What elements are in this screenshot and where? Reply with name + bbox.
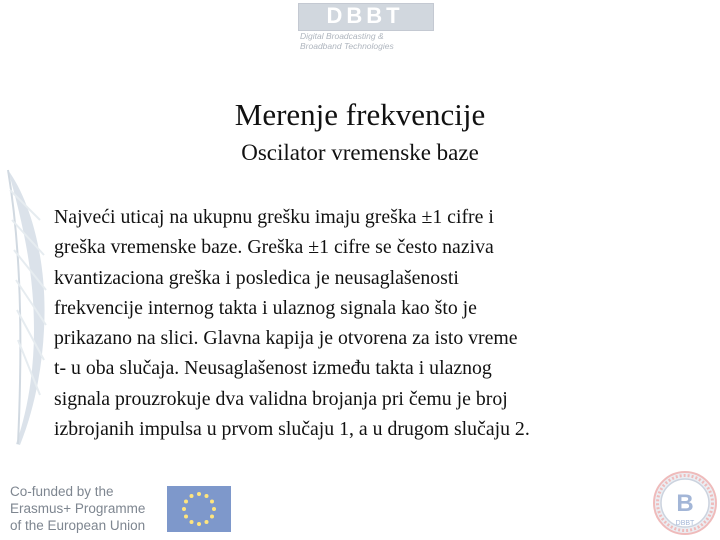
cofund-line: Erasmus+ Programme <box>10 501 146 516</box>
quill-icon <box>0 160 60 450</box>
svg-text:B: B <box>676 490 694 517</box>
dbbt-logo <box>298 3 432 53</box>
slide-subtitle: Oscilator vremenske baze <box>241 140 479 165</box>
body-line: signala prouzrokuje dva validna brojanja pri čemu je broj <box>54 387 508 410</box>
slide-title: Merenje frekvencije <box>234 97 486 132</box>
eu-flag-icon <box>167 486 231 532</box>
cofund-line: Co-funded by the <box>10 484 114 499</box>
body-line: frekvencije internog takta i ulaznog signala kao što je <box>54 296 477 319</box>
body-line: izbrojanih impulsa u prvom slučaju 1, a u drugom slučaju 2. <box>54 418 530 441</box>
svg-text:DBBT: DBBT <box>675 520 695 527</box>
logo-acronym: DBBT <box>326 3 404 28</box>
erasmus-cofunded-text <box>10 483 160 534</box>
body-line: greška vremenske baze. Greška ±1 cifre se često naziva <box>54 236 494 259</box>
logo-line-2: Broadband Technologies <box>300 41 394 51</box>
seal-icon <box>652 470 718 536</box>
body-line: t- u oba slučaja. Neusaglašenost između takta i ulaznog <box>54 357 492 380</box>
body-line: prikazano na slici. Glavna kapija je otvorena za isto vreme <box>54 327 518 350</box>
body-paragraph <box>54 202 694 444</box>
body-line: kvantizaciona greška i posledica je neusaglašenosti <box>54 266 459 289</box>
body-line: Najveći uticaj na ukupnu grešku imaju greška ±1 cifre i <box>54 206 494 228</box>
logo-line-1: Digital Broadcasting & <box>300 31 384 41</box>
cofund-line: of the European Union <box>10 518 146 533</box>
